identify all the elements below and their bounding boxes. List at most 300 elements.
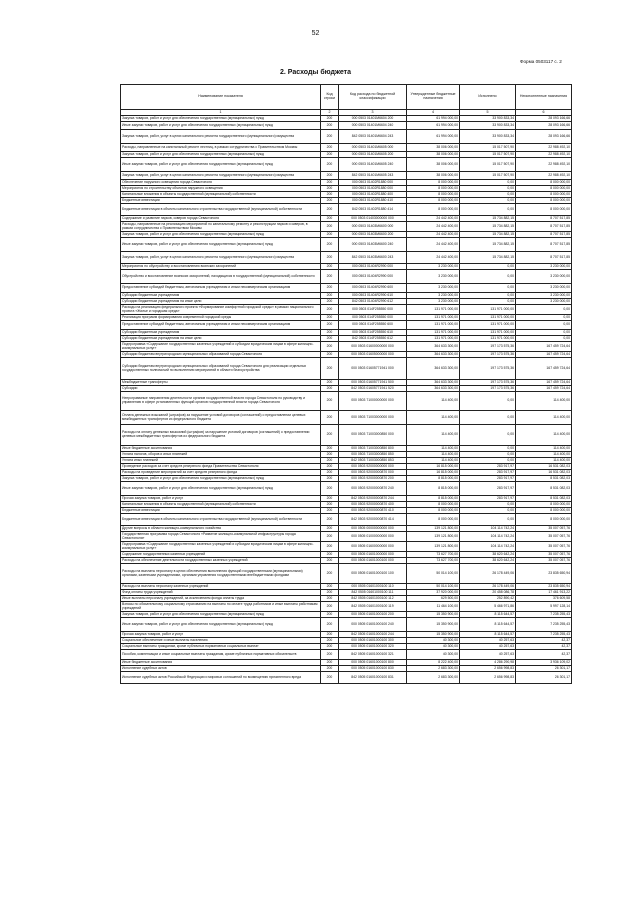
cell-kbk: 000 0503 01404R2990 000: [339, 264, 407, 270]
cell-kbk: 842 0505 01601000100 244: [339, 632, 407, 638]
cell-approved: 629 500,00: [407, 596, 460, 602]
cell-unexecuted: 8 000 000,00: [516, 180, 572, 186]
cell-executed: 8 115 644,57: [460, 632, 516, 638]
cell-kbk: 000 0503 01402R1880 410: [339, 198, 407, 204]
cell-name: Межбюджетные трансферты: [121, 380, 321, 386]
cell-name: Расходы на выплаты персоналу казенных учреждений: [121, 584, 321, 590]
cell-executed: 0,00: [460, 198, 516, 204]
cell-unexecuted: 28 093 166,66: [516, 116, 572, 122]
cell-approved: 38 006 000,00: [407, 152, 460, 158]
cell-kbk: 000 0503 01401М6605 240: [339, 158, 407, 172]
cell-unexecuted: 42,37: [516, 644, 572, 650]
cell-executed: 131 971 000,00: [460, 330, 516, 336]
cell-executed: 131 971 000,00: [460, 336, 516, 342]
cell-name: Уплата налогов, сборов и иных платежей: [121, 452, 321, 458]
table-row: [121, 342, 572, 352]
cell-approved: 8 000 000,00: [407, 186, 460, 192]
cell-kbk: 842 0503 01404R2990 612: [339, 299, 407, 305]
cell-executed: 2 656 998,83: [460, 666, 516, 672]
cell-name: Иные закупки товаров, работ и услуг для обеспечения государственных (муниципальных) нужд: [121, 158, 321, 172]
cell-executed: 283 917,97: [460, 496, 516, 502]
cell-kbk: 000 0505 01601000100 830: [339, 666, 407, 672]
col-number: 4: [407, 110, 460, 116]
cell-name: Другие вопросы в области жилищно-коммунального хозяйства: [121, 526, 321, 532]
cell-name: Бюджетные инвестиции: [121, 198, 321, 204]
cell-unexecuted: 167 459 724,64: [516, 342, 572, 352]
cell-line-code: 200: [321, 508, 339, 514]
table-row: [121, 204, 572, 216]
cell-executed: 33 900 833,34: [460, 116, 516, 122]
cell-name: Капитальные вложения в объекты государственной (муниципальной) собственности: [121, 502, 321, 508]
cell-name: Расходы на оплату денежных взысканий (штрафов) за нарушение условий договоров (соглашений) о предоставлении целевых межбюджетных трансфертов из федерального бюджета: [121, 425, 321, 446]
cell-kbk: 000 0505 01601000100 000: [339, 558, 407, 564]
cell-line-code: 200: [321, 284, 339, 293]
table-row: [121, 284, 572, 293]
cell-line-code: 200: [321, 216, 339, 222]
cell-executed: 0,00: [460, 186, 516, 192]
cell-unexecuted: 8 707 517,85: [516, 238, 572, 252]
cell-approved: 114 400,00: [407, 411, 460, 425]
cell-name: Иные бюджетные ассигнования: [121, 660, 321, 666]
cell-executed: 15 017 507,90: [460, 152, 516, 158]
cell-unexecuted: 0,00: [516, 321, 572, 330]
cell-unexecuted: 3 230 000,00: [516, 299, 572, 305]
cell-unexecuted: 8 707 517,85: [516, 216, 572, 222]
table-row: [121, 238, 572, 252]
cell-kbk: 842 0503 71003000850 853: [339, 458, 407, 464]
cell-line-code: 200: [321, 632, 339, 638]
cell-kbk: 000 0503 01401М6604 200: [339, 116, 407, 122]
cell-kbk: 842 0503 01402R1880 414: [339, 204, 407, 216]
cell-unexecuted: 7 235 255,43: [516, 612, 572, 618]
table-row: [121, 321, 572, 330]
cell-line-code: 200: [321, 425, 339, 446]
table-row: [121, 672, 572, 684]
table-body: [121, 116, 572, 684]
cell-line-code: 200: [321, 352, 339, 358]
cell-name: Реализация программ формирования современной городской среды: [121, 315, 321, 321]
cell-executed: 40 257,63: [460, 650, 516, 660]
cell-unexecuted: 8 707 517,85: [516, 252, 572, 264]
cell-approved: 16 815 000,00: [407, 470, 460, 476]
cell-approved: 61 994 000,00: [407, 130, 460, 144]
cell-approved: 15 350 900,00: [407, 612, 460, 618]
cell-unexecuted: 7 235 255,43: [516, 632, 572, 638]
cell-line-code: 200: [321, 186, 339, 192]
cell-approved: 364 633 300,00: [407, 358, 460, 380]
cell-unexecuted: 28 093 166,66: [516, 130, 572, 144]
cell-name: Оплата денежных взысканий (штрафов) за нарушение условий договоров (соглашений) о предоставлении целевых межбюджетных трансфертов из федерального бюджета: [121, 411, 321, 425]
cell-name: Иные бюджетные ассигнования: [121, 446, 321, 452]
cell-approved: 131 971 000,00: [407, 315, 460, 321]
cell-line-code: 200: [321, 452, 339, 458]
cell-name: Закупка товаров, работ и услуг для обеспечения государственных (муниципальных) нужд: [121, 152, 321, 158]
cell-kbk: 842 0503 01605771941 520: [339, 386, 407, 392]
cell-approved: 8 000 000,00: [407, 514, 460, 526]
cell-name: Мероприятия по строительству объектов наружного освещения: [121, 186, 321, 192]
cell-line-code: 200: [321, 158, 339, 172]
cell-unexecuted: 8 707 517,85: [516, 222, 572, 232]
cell-kbk: 842 0505 01601000100 831: [339, 672, 407, 684]
cell-unexecuted: 0,00: [516, 336, 572, 342]
cell-unexecuted: 8 000 000,00: [516, 198, 572, 204]
cell-approved: 8 815 000,00: [407, 482, 460, 496]
cell-name: Закупка товаров, работ и услуг для обеспечения государственных (муниципальных) нужд: [121, 232, 321, 238]
cell-kbk: 000 0503 01605000000 000: [339, 352, 407, 358]
cell-approved: 38 006 000,00: [407, 144, 460, 152]
cell-approved: 131 971 000,00: [407, 305, 460, 315]
cell-unexecuted: 8 531 082,03: [516, 482, 572, 496]
cell-unexecuted: 42,37: [516, 638, 572, 644]
cell-kbk: 842 0503 01401М6604 243: [339, 130, 407, 144]
cell-line-code: 200: [321, 526, 339, 532]
cell-approved: 37 920 000,00: [407, 590, 460, 596]
cell-kbk: 000 0503 01403000000 000: [339, 216, 407, 222]
cell-executed: 104 114 742,24: [460, 542, 516, 552]
cell-unexecuted: 5 997 128,14: [516, 602, 572, 612]
cell-kbk: 842 0503 01401М6605 243: [339, 172, 407, 180]
cell-kbk: 842 0505 01601000100 119: [339, 602, 407, 612]
cell-line-code: 200: [321, 386, 339, 392]
cell-approved: 131 971 000,00: [407, 330, 460, 336]
cell-unexecuted: 22 988 492,10: [516, 158, 572, 172]
cell-name: Расходы, направленные на капитальный ремонт лестниц, в рамках сотрудничества с Правительством Москвы: [121, 144, 321, 152]
cell-name: Исполнение судебных актов: [121, 666, 321, 672]
cell-line-code: 200: [321, 558, 339, 564]
cell-kbk: 000 0503 71003000850 000: [339, 425, 407, 446]
cell-name: Социальное обеспечение и иные выплаты населению: [121, 638, 321, 644]
cell-name: Закупка товаров, работ, услуг в целях капитального ремонта государственного (муниципального) имущества: [121, 172, 321, 180]
cell-unexecuted: 376 609,58: [516, 596, 572, 602]
cell-kbk: 000 0505 01601000100 800: [339, 660, 407, 666]
cell-line-code: 200: [321, 660, 339, 666]
cell-executed: 2 656 998,83: [460, 672, 516, 684]
cell-kbk: 000 0503 01401М6604 240: [339, 122, 407, 130]
cell-approved: 8 815 000,00: [407, 476, 460, 482]
table-row: [121, 564, 572, 584]
cell-executed: 0,00: [460, 204, 516, 216]
cell-name: Предоставление субсидий бюджетным, автономным учреждениям и иным некоммерческим организациям: [121, 284, 321, 293]
cell-approved: 24 442 400,00: [407, 252, 460, 264]
cell-line-code: 200: [321, 392, 339, 411]
cell-unexecuted: 16 531 082,03: [516, 470, 572, 476]
cell-executed: 33 900 833,34: [460, 130, 516, 144]
cell-line-code: 200: [321, 180, 339, 186]
cell-kbk: 000 0503 92000000870 240: [339, 482, 407, 496]
cell-kbk: 000 0503 71003000850 850: [339, 452, 407, 458]
cell-unexecuted: 0,00: [516, 315, 572, 321]
cell-unexecuted: 35 007 057,76: [516, 532, 572, 542]
cell-approved: 114 400,00: [407, 452, 460, 458]
cell-name: Иные выплаты персоналу учреждений, за исключением фонда оплаты труда: [121, 596, 321, 602]
cell-unexecuted: 8 000 000,00: [516, 508, 572, 514]
cell-approved: 3 230 000,00: [407, 264, 460, 270]
cell-unexecuted: 167 459 724,64: [516, 352, 572, 358]
cell-line-code: 200: [321, 446, 339, 452]
cell-executed: 0,00: [460, 514, 516, 526]
cell-approved: 38 006 000,00: [407, 158, 460, 172]
cell-kbk: 000 0503 01402R1880 000: [339, 186, 407, 192]
cell-line-code: 200: [321, 122, 339, 130]
table-row: [121, 532, 572, 542]
cell-name: Расходы на реализацию федерального проекта «Формирование комфортной городской среды» в рамках национального проекта «Жилье и городская среда»: [121, 305, 321, 315]
cell-line-code: 200: [321, 330, 339, 336]
cell-unexecuted: 28 093 166,66: [516, 122, 572, 130]
cell-approved: 61 994 000,00: [407, 116, 460, 122]
cell-line-code: 200: [321, 172, 339, 180]
cell-executed: 8 115 644,57: [460, 618, 516, 632]
cell-line-code: 200: [321, 590, 339, 596]
cell-approved: 364 633 300,00: [407, 380, 460, 386]
cell-approved: 73 627 700,00: [407, 552, 460, 558]
cell-executed: 0,00: [460, 192, 516, 198]
table-row: [121, 144, 572, 152]
cell-executed: 15 734 882,15: [460, 238, 516, 252]
cell-kbk: 000 0505 01601000100 240: [339, 618, 407, 632]
cell-executed: 197 173 575,36: [460, 358, 516, 380]
table-row: [121, 305, 572, 315]
cell-unexecuted: 35 007 057,76: [516, 526, 572, 532]
cell-unexecuted: 8 000 000,00: [516, 204, 572, 216]
cell-kbk: 000 0503 01401М6605 000: [339, 144, 407, 152]
cell-executed: 20 458 086,78: [460, 590, 516, 596]
cell-unexecuted: 114 400,00: [516, 458, 572, 464]
cell-executed: 40 257,63: [460, 638, 516, 644]
cell-executed: 104 114 742,24: [460, 526, 516, 532]
cell-approved: 15 350 900,00: [407, 618, 460, 632]
cell-name: Обеспечение наружного освещения города Севастополя: [121, 180, 321, 186]
col-header-line-code: Код строки: [321, 85, 339, 110]
cell-unexecuted: 114 400,00: [516, 392, 572, 411]
cell-unexecuted: 23 835 650,94: [516, 564, 572, 584]
cell-executed: 197 173 575,36: [460, 342, 516, 352]
cell-approved: 8 000 000,00: [407, 508, 460, 514]
cell-name: Закупка товаров, работ и услуг для обеспечения государственных (муниципальных) нужд: [121, 612, 321, 618]
cell-unexecuted: 23 835 650,94: [516, 584, 572, 590]
cell-name: Обустройство и восстановление воинских захоронений, находящихся в государственной (муниципальной) собственности: [121, 270, 321, 284]
cell-line-code: 200: [321, 238, 339, 252]
table-row: [121, 392, 572, 411]
table-row: [121, 411, 572, 425]
table-row: [121, 602, 572, 612]
cell-unexecuted: 7 235 255,43: [516, 618, 572, 632]
cell-kbk: 842 0503 92000000870 244: [339, 496, 407, 502]
table-row: [121, 270, 572, 284]
cell-line-code: 200: [321, 293, 339, 299]
cell-executed: 283 917,97: [460, 476, 516, 482]
cell-unexecuted: 17 461 913,22: [516, 590, 572, 596]
cell-line-code: 200: [321, 672, 339, 684]
cell-approved: 8 000 000,00: [407, 198, 460, 204]
cell-executed: 26 178 449,06: [460, 584, 516, 590]
cell-executed: 15 017 507,90: [460, 172, 516, 180]
cell-executed: 197 173 575,36: [460, 352, 516, 358]
cell-kbk: 000 0503 014F255550 000: [339, 305, 407, 315]
cell-unexecuted: 3 230 000,00: [516, 293, 572, 299]
col-number: 3: [339, 110, 407, 116]
cell-name: Закупка товаров, работ, услуг в целях капитального ремонта государственного (муниципального) имущества: [121, 252, 321, 264]
cell-kbk: 842 0503 92000000870 414: [339, 514, 407, 526]
cell-line-code: 200: [321, 336, 339, 342]
cell-line-code: 200: [321, 152, 339, 158]
form-label: Форма 0503117 с. 2: [520, 59, 562, 64]
cell-unexecuted: 167 459 724,64: [516, 358, 572, 380]
cell-unexecuted: 3 230 000,00: [516, 284, 572, 293]
cell-name: Подпрограмма «Содержание государственных казенных учреждений и субсидии юридическим лицам в сфере жилищно-коммунальных услуг»: [121, 542, 321, 552]
col-number: 5: [460, 110, 516, 116]
cell-name: Прочая закупка товаров, работ и услуг: [121, 632, 321, 638]
cell-unexecuted: 35 007 057,76: [516, 552, 572, 558]
table-row: [121, 122, 572, 130]
cell-line-code: 200: [321, 496, 339, 502]
cell-kbk: 842 0505 01601000100 321: [339, 650, 407, 660]
cell-unexecuted: 26 301,17: [516, 672, 572, 684]
cell-name: Иные закупки товаров, работ и услуг для обеспечения государственных (муниципальных) нужд: [121, 618, 321, 632]
cell-kbk: 000 0505 01600000000 000: [339, 542, 407, 552]
cell-approved: 73 627 700,00: [407, 558, 460, 564]
cell-name: Субсидии бюджетам внутригородских муниципальных образований города Севастополя для реализации отдельных государственных полномочий по выполнению мероприятий в области благоустройства: [121, 358, 321, 380]
cell-approved: 40 300,00: [407, 638, 460, 644]
cell-unexecuted: 35 007 057,76: [516, 542, 572, 552]
cell-approved: 8 222 400,00: [407, 660, 460, 666]
cell-line-code: 200: [321, 380, 339, 386]
section-title: 2. Расходы бюджета: [280, 69, 351, 76]
cell-line-code: 200: [321, 618, 339, 632]
cell-executed: 0,00: [460, 446, 516, 452]
col-header-approved: Утвержденные бюджетные назначения: [407, 85, 460, 110]
cell-executed: 5 466 971,86: [460, 602, 516, 612]
cell-name: Государственная программа города Севастополя «Развитие жилищно-коммунальной инфраструктуры города Севастополя»: [121, 532, 321, 542]
cell-name: Бюджетные инвестиции: [121, 508, 321, 514]
cell-approved: 2 683 300,00: [407, 666, 460, 672]
cell-line-code: 200: [321, 130, 339, 144]
cell-kbk: 000 0503 71003000850 800: [339, 446, 407, 452]
cell-line-code: 200: [321, 650, 339, 660]
cell-approved: 364 633 300,00: [407, 386, 460, 392]
cell-unexecuted: 8 000 000,00: [516, 192, 572, 198]
cell-executed: 0,00: [460, 411, 516, 425]
cell-line-code: 200: [321, 644, 339, 650]
cell-executed: 0,00: [460, 299, 516, 305]
cell-name: Субсидии бюджетным учреждениям: [121, 293, 321, 299]
cell-unexecuted: 8 531 082,03: [516, 476, 572, 482]
table-row: [121, 542, 572, 552]
cell-kbk: 842 0505 01601000100 112: [339, 596, 407, 602]
cell-executed: 197 173 575,36: [460, 380, 516, 386]
cell-executed: 0,00: [460, 508, 516, 514]
cell-kbk: 000 0503 01403М6600 240: [339, 238, 407, 252]
cell-executed: 26 178 449,06: [460, 564, 516, 584]
cell-approved: 3 230 000,00: [407, 270, 460, 284]
cell-line-code: 200: [321, 192, 339, 198]
cell-executed: 0,00: [460, 264, 516, 270]
cell-executed: 40 257,63: [460, 644, 516, 650]
cell-name: Фонд оплаты труда учреждений: [121, 590, 321, 596]
cell-line-code: 200: [321, 198, 339, 204]
cell-approved: 131 971 000,00: [407, 321, 460, 330]
cell-approved: 24 442 400,00: [407, 238, 460, 252]
col-header-unexecuted: Неисполненные назначения: [516, 85, 572, 110]
cell-approved: 3 230 000,00: [407, 284, 460, 293]
cell-name: Проведение расходов за счет средств резервного фонда Правительства Севастополя: [121, 464, 321, 470]
cell-unexecuted: 8 000 000,00: [516, 186, 572, 192]
cell-approved: 8 000 000,00: [407, 192, 460, 198]
table-row: [121, 650, 572, 660]
cell-line-code: 200: [321, 552, 339, 558]
cell-executed: 15 017 507,90: [460, 158, 516, 172]
cell-name: Закупка товаров, работ и услуг для обеспечения государственных (муниципальных) нужд: [121, 476, 321, 482]
cell-kbk: 000 0505 01601000100 320: [339, 644, 407, 650]
cell-kbk: 000 0505 01601000100 300: [339, 638, 407, 644]
cell-executed: 0,00: [460, 458, 516, 464]
cell-unexecuted: 114 400,00: [516, 425, 572, 446]
cell-line-code: 200: [321, 464, 339, 470]
cell-executed: 0,00: [460, 392, 516, 411]
cell-name: Расходы на выплаты персоналу в целях обеспечения выполнения функций государственными (муниципальными) органами, казенными учреждениями, органами управления государственными внебюджетными фондами: [121, 564, 321, 584]
cell-line-code: 200: [321, 270, 339, 284]
cell-executed: 0,00: [460, 452, 516, 458]
budget-expenses-table: [120, 84, 572, 684]
cell-unexecuted: 35 007 057,76: [516, 558, 572, 564]
cell-executed: 15 734 882,15: [460, 216, 516, 222]
cell-line-code: 200: [321, 514, 339, 526]
cell-name: Закупка товаров, работ и услуг для обеспечения государственных (муниципальных) нужд: [121, 116, 321, 122]
cell-name: Субсидии бюджетным учреждениям: [121, 330, 321, 336]
cell-kbk: 000 0503 92000000870 410: [339, 508, 407, 514]
cell-unexecuted: 8 707 517,85: [516, 232, 572, 238]
cell-name: Расходы на проведение мероприятий за счет средств резервного фонда: [121, 470, 321, 476]
cell-line-code: 200: [321, 252, 339, 264]
cell-line-code: 200: [321, 542, 339, 552]
cell-kbk: 000 0503 01605771941 500: [339, 380, 407, 386]
cell-approved: 50 014 100,00: [407, 584, 460, 590]
cell-kbk: 000 0503 01404R2990 600: [339, 284, 407, 293]
cell-line-code: 200: [321, 411, 339, 425]
cell-line-code: 200: [321, 476, 339, 482]
cell-unexecuted: 114 400,00: [516, 446, 572, 452]
cell-executed: 15 734 882,15: [460, 252, 516, 264]
cell-unexecuted: 8 000 000,00: [516, 502, 572, 508]
cell-executed: 197 173 575,36: [460, 386, 516, 392]
cell-kbk: 000 0503 01403М6600 200: [339, 232, 407, 238]
cell-name: Прочая закупка товаров, работ и услуг: [121, 496, 321, 502]
cell-unexecuted: 26 301,17: [516, 666, 572, 672]
cell-approved: 50 014 100,00: [407, 564, 460, 584]
cell-name: Иные закупки товаров, работ и услуг для обеспечения государственных (муниципальных) нужд: [121, 122, 321, 130]
cell-approved: 139 121 800,00: [407, 532, 460, 542]
cell-name: Расходы на обеспечение деятельности государственных казенных учреждений: [121, 558, 321, 564]
col-header-name: Наименование показателя: [121, 85, 321, 110]
cell-executed: 38 620 642,24: [460, 558, 516, 564]
cell-executed: 131 971 000,00: [460, 305, 516, 315]
cell-line-code: 200: [321, 321, 339, 330]
cell-name: Содержание и развитие парков, скверов города Севастополя: [121, 216, 321, 222]
cell-approved: 8 000 000,00: [407, 180, 460, 186]
cell-approved: 114 400,00: [407, 446, 460, 452]
cell-approved: 139 121 800,00: [407, 542, 460, 552]
cell-executed: 8 115 644,57: [460, 612, 516, 618]
cell-line-code: 200: [321, 299, 339, 305]
cell-kbk: 000 0503 014F255550 610: [339, 330, 407, 336]
cell-executed: 0,00: [460, 180, 516, 186]
cell-approved: 364 633 300,00: [407, 352, 460, 358]
cell-executed: 0,00: [460, 293, 516, 299]
cell-approved: 24 442 400,00: [407, 222, 460, 232]
cell-executed: 38 620 642,24: [460, 552, 516, 558]
cell-kbk: 000 0503 01404R2990 000: [339, 270, 407, 284]
cell-executed: 0,00: [460, 502, 516, 508]
cell-line-code: 200: [321, 584, 339, 590]
